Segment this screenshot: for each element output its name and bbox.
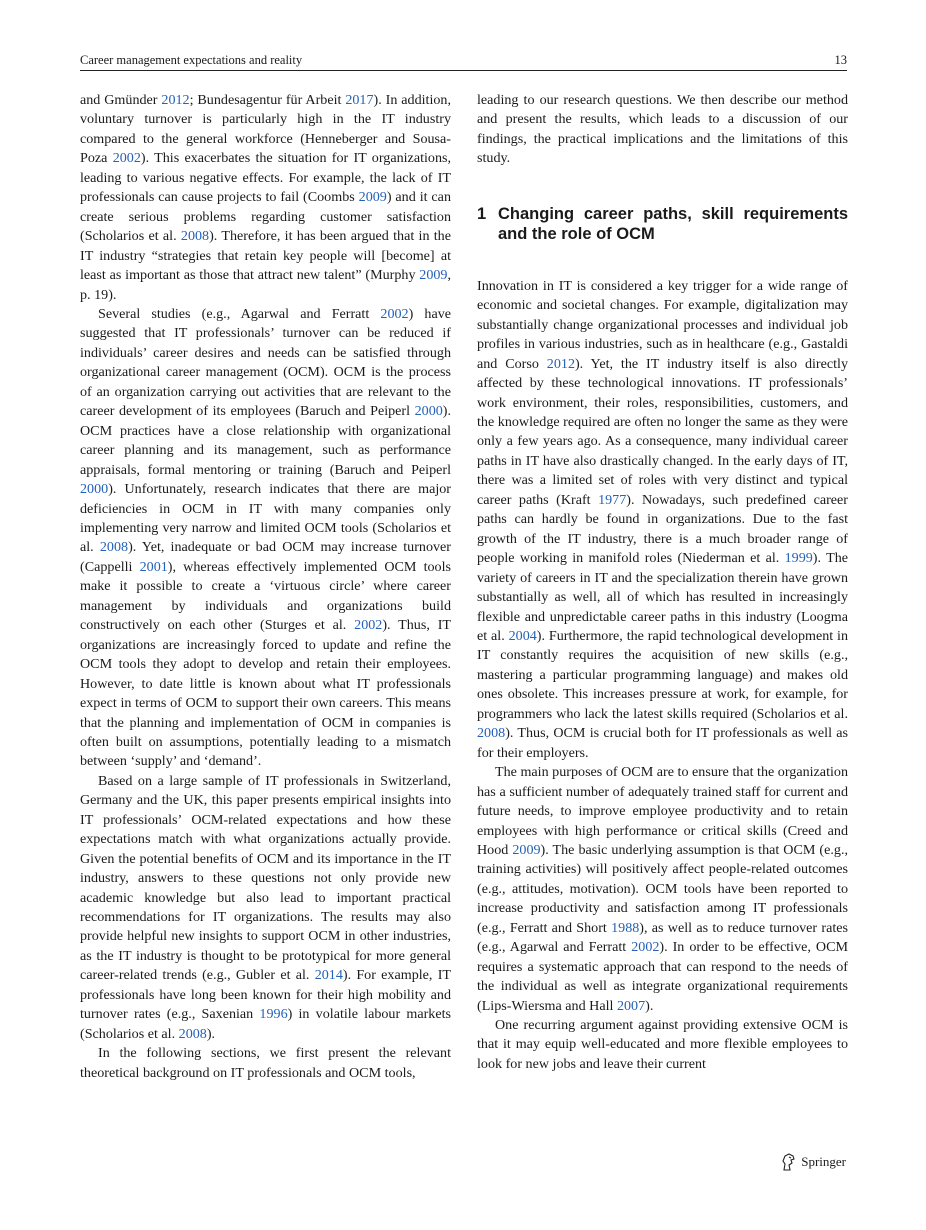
text-run: ). Furthermore, the rapid technological development in IT constantly requires the acquisition of new skills (e.g., mastering a particular programming language) and makes old ones obsolete. This increases pressure at work, for example, for programmers who lack the latest skills required (Scholarios et al. — [477, 627, 848, 722]
text-run: Several studies (e.g., Agarwal and Ferratt — [98, 305, 381, 322]
text-run: ). Nowadays, such predefined career paths can hardly be found in organizations. Due to the fast growth of the IT industry, there is a much broader range of people working in manifold roles (Niederman et al. — [477, 491, 848, 567]
text-run: ) have suggested that IT professionals’ turnover can be reduced if individuals’ career desires and needs can be satisfied through organizational career management (OCM). OCM is the process of an organization carrying out activities that are relevant to the career development of its employees (Baruch and Peiperl — [80, 305, 452, 420]
section-number: 1 — [477, 204, 487, 223]
text-run: ). Unfortunately, research indicates that there are major deficiencies in OCM in IT with many companies only implementing very narrow and limited OCM tools (Scholarios et al. — [80, 481, 451, 556]
citation-link[interactable]: 2002 — [631, 939, 660, 956]
citation-link[interactable]: 2008 — [477, 725, 506, 742]
citation-link[interactable]: 2007 — [616, 997, 646, 1014]
citation-link[interactable]: 2017 — [345, 92, 374, 108]
paragraph — [80, 305, 451, 772]
citation-link[interactable]: 2009 — [419, 267, 448, 284]
citation-link[interactable]: 2002 — [354, 617, 383, 634]
citation-link[interactable]: 2001 — [139, 558, 168, 575]
running-title: Career management expectations and reality — [80, 53, 303, 67]
citation-link[interactable]: 2000 — [80, 481, 109, 498]
text-run: ). The variety of careers in IT and the specialization therein have grown substantially as well, all of which has resulted in increasingly flexible and unpredictable career paths in this industry (Loogma et al. — [477, 550, 849, 644]
text-run: ). In order to be effective, OCM requires a systematic approach that can respond to the needs of the individual as well as integrate organizational requirements (Lips-Wiersma and Hall — [477, 939, 849, 1014]
citation-link[interactable]: 2004 — [508, 627, 537, 644]
text-run: Innovation in IT is considered a key trigger for a wide range of economic and societal changes. For example, digitalization may substantially change organizational processes and individual job profiles in various industries, such as in healthcare (e.g., Gastaldi and Corso — [477, 277, 848, 372]
citation-link[interactable]: 2012 — [546, 355, 575, 372]
paragraph — [80, 1044, 451, 1083]
text-run: ). For example, IT professionals have long been known for their high mobility and turnover rates (e.g., Saxenian — [80, 967, 451, 1023]
text-run: ). This exacerbates the situation for IT organizations, leading to various negative effects. For example, the lack of IT professionals can cause projects to fail (Coombs — [80, 150, 452, 206]
citation-link[interactable]: 1977 — [598, 491, 627, 508]
text-run: ). Yet, the IT industry itself is also directly affected by these technological innovations. IT professionals’ work environment, their roles, responsibilities, customers, and the knowledge required are often no longer the same as they were only a few years ago. As a consequence, many individual career paths in IT have also drastically changed. In the early days of IT, there was a limited set of roles with very distinct and typical career paths (Kraft — [477, 355, 848, 508]
text-run: ). Yet, inadequate or bad OCM may increase turnover (Cappelli — [80, 539, 451, 575]
text-run: ). The basic underlying assumption is that OCM (e.g., training activities) will positively affect people-related outcomes (e.g., attitudes, motivation). OCM tools have been reported to increase productivity and satisfaction among IT professionals (e.g., Ferratt and Short — [477, 841, 849, 936]
text-run: One recurring argument against providing extensive OCM is that it may equip well-educated and more flexible employees to look for new jobs and leave their current — [477, 1017, 848, 1072]
text-run: ). — [206, 1025, 216, 1042]
citation-link[interactable]: 2009 — [358, 189, 387, 206]
citation-link[interactable]: 1999 — [784, 550, 813, 567]
text-run: ). Therefore, it has been argued that in the IT industry “strategies that retain key people will [become] at least as important as those that attract new talent” (Murphy — [80, 228, 451, 284]
citation-link[interactable]: 2008 — [178, 1025, 207, 1042]
text-run: The main purposes of OCM are to ensure that the organization has a sufficient number of adequately trained staff for current and future needs, to improve employee productivity and to retain employees with high performance or critical skills (Creed and Hood — [477, 764, 848, 858]
paragraph — [80, 91, 451, 305]
running-header — [80, 50, 847, 71]
citation-link[interactable]: 1988 — [611, 919, 640, 936]
citation-link[interactable]: 2000 — [414, 403, 443, 420]
paragraph — [477, 1016, 848, 1074]
citation-link[interactable]: 2012 — [161, 92, 190, 108]
text-run: ). In addition, voluntary turnover is particularly high in the IT industry compared to the general workforce (Henneberger and Sousa-Poza — [80, 92, 451, 167]
publisher-name: Springer — [801, 1154, 846, 1169]
text-run: ) in volatile labour markets (Scholarios et al. — [80, 1006, 451, 1042]
springer-horse-icon — [781, 1153, 797, 1171]
citation-link[interactable]: 2009 — [512, 841, 541, 858]
section-title: Changing career paths, skill requirements and the role of OCM — [498, 204, 848, 243]
text-run: ), as well as to reduce turnover rates (e.g., Agarwal and Ferratt — [477, 919, 848, 956]
citation-link[interactable]: 2008 — [99, 539, 129, 556]
text-run: leading to our research questions. We then describe our method and present the results, which leads to a discussion of our findings, the practical implications and the limitations of this study. — [477, 92, 848, 167]
text-run: ; Bundesagentur für Arbeit — [189, 92, 346, 108]
page-number: 13 — [834, 53, 847, 67]
text-run: ), whereas effectively implemented OCM tools make it possible to create a ‘virtuous circle’ where career management by individuals and organizations build constructively on each other (Sturges et al. — [80, 558, 451, 634]
left-column — [80, 91, 451, 1083]
text-run: Based on a large sample of IT professionals in Switzerland, Germany and the UK, this paper presents empirical insights into IT professionals’ OCM-related expectations and how these expectations match with what organizations actually provide. Given the potential benefits of OCM and its importance in the IT industry, answers to these questions not only provide new academic knowledge but also lead to important practical recommendations for IT organizations. The results may also provide helpful new insights to support OCM in other industries, as the IT industry is thought to be prototypical for more general career-related trends (e.g., Gubler et al. — [80, 772, 451, 984]
text-run: ). Thus, OCM is crucial both for IT professionals as well as for their employers. — [477, 725, 848, 761]
citation-link[interactable]: 2002 — [112, 150, 141, 167]
text-run: ) and it can create serious problems regarding customer satisfaction (Scholarios et al. — [80, 189, 451, 245]
paragraph — [477, 763, 848, 1016]
text-run: In the following sections, we first present the relevant theoretical background on IT professionals and OCM tools, — [80, 1045, 451, 1081]
paragraph — [477, 91, 848, 169]
citation-link[interactable]: 2008 — [180, 228, 210, 245]
citation-link[interactable]: 1996 — [259, 1006, 288, 1023]
text-run: ). — [645, 997, 654, 1014]
citation-link[interactable]: 2002 — [380, 305, 409, 322]
text-run: ). Thus, IT organizations are increasingly forced to update and refine the OCM tools they adopt to develop and retain their employees. However, to date little is known about what IT professionals expect in terms of OCM to support their own careers. This means that the planning and implementation of OCM in companies is often built on assumptions, potentially leading to a mismatch between ‘supply’ and ‘demand’. — [80, 617, 451, 770]
text-run: , p. 19). — [80, 267, 451, 303]
text-run: ). OCM practices have a close relationship with organizational career planning and its management, such as performance appraisals, formal mentoring or training (Baruch and Peiperl — [80, 403, 451, 478]
text-run: and Gmünder — [80, 92, 162, 108]
publisher-footer — [781, 1153, 846, 1171]
right-column — [477, 91, 848, 1074]
paragraph — [80, 772, 451, 1044]
paragraph — [477, 277, 848, 763]
citation-link[interactable]: 2014 — [314, 967, 343, 984]
section-heading — [477, 204, 848, 244]
